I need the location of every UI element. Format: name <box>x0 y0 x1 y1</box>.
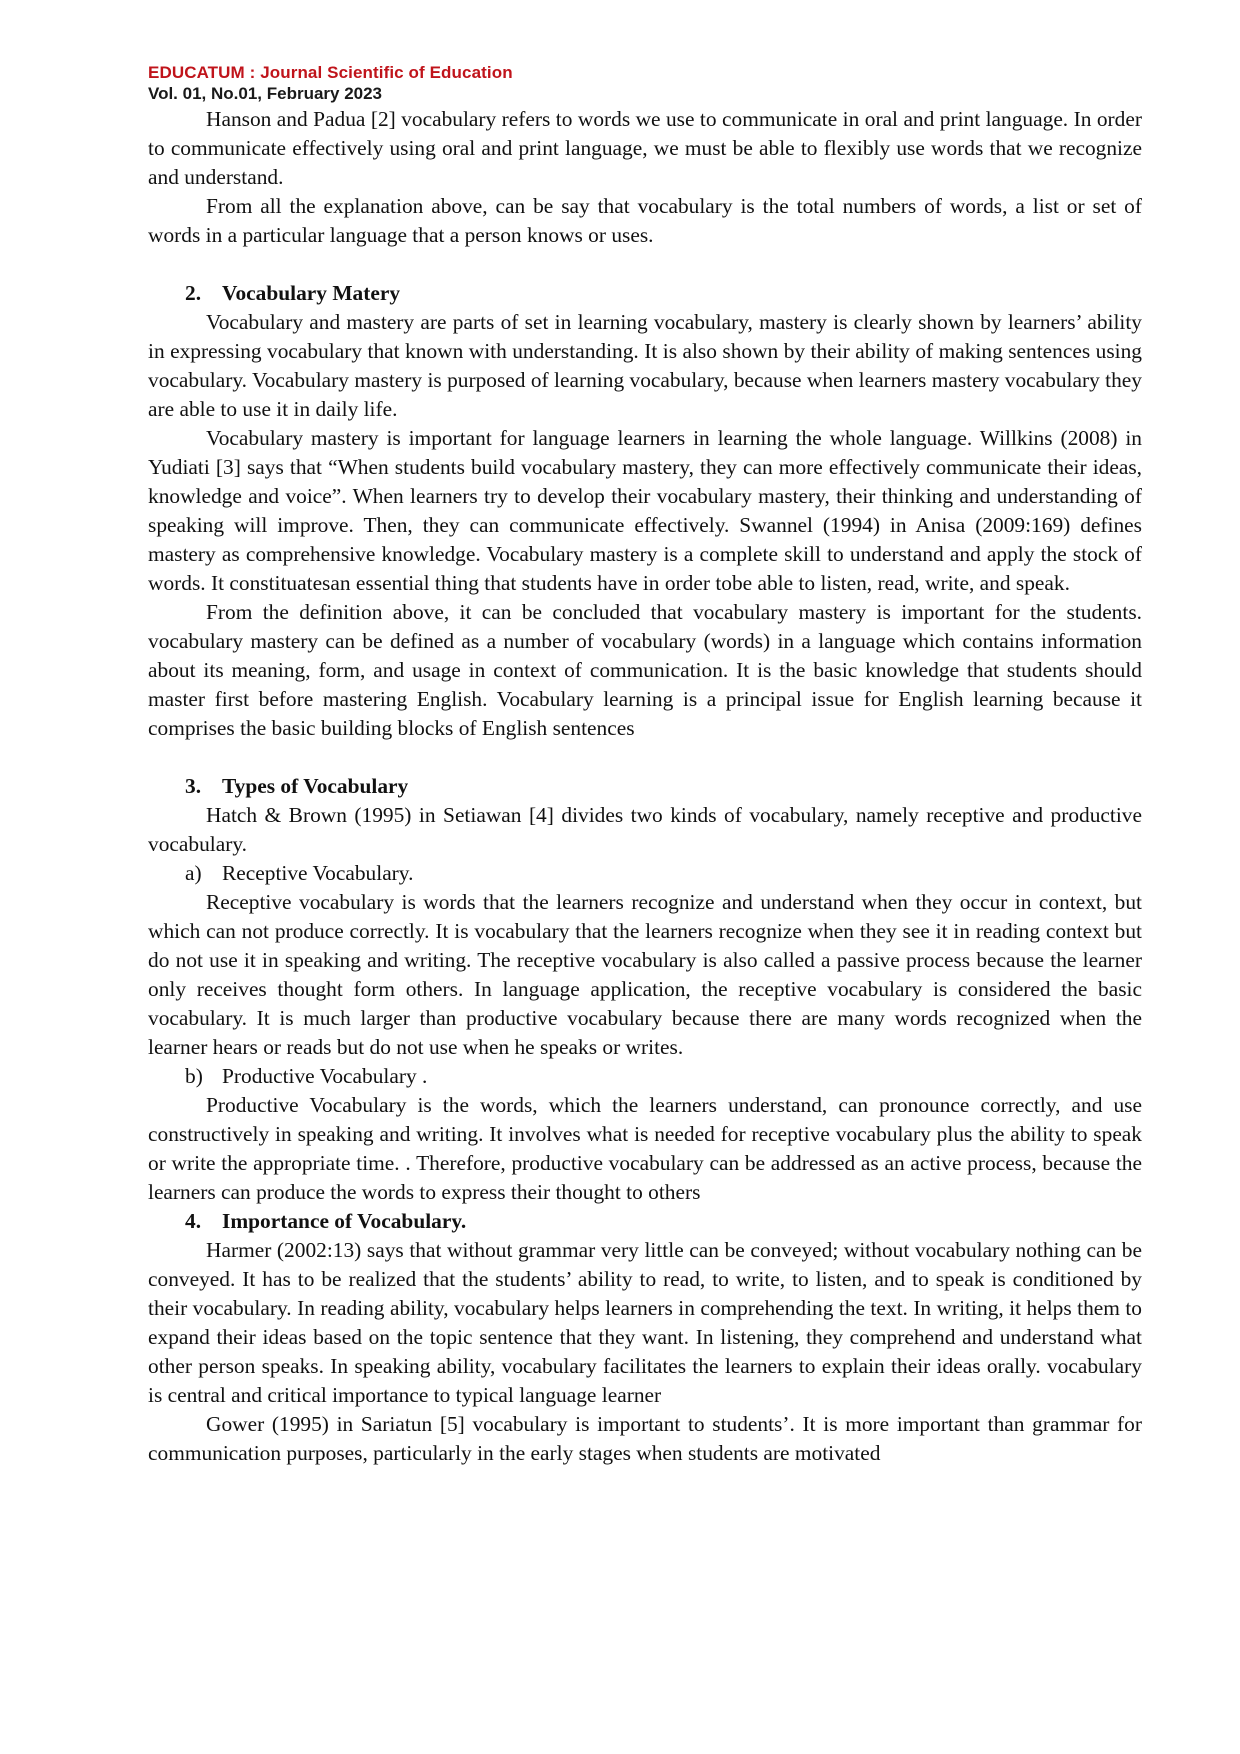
subsection-title: Receptive Vocabulary. <box>222 861 414 885</box>
section-title: Importance of Vocabulary. <box>222 1209 467 1233</box>
subsection-heading-receptive <box>148 859 1142 888</box>
paragraph-productive-vocabulary: Productive Vocabulary is the words, which the learners understand, can pronounce correctly, and use constructively in speaking and writing. It involves what is needed for receptive vocabulary plus the ability to speak or write the appropriate time. . Therefore, productive vocabulary can be addressed as an active process, because the learners can produce the words to express their thought to others <box>148 1093 1142 1204</box>
paragraph-harmer: Harmer (2002:13) says that without grammar very little can be conveyed; without vocabulary nothing can be conveyed. It has to be realized that the students’ ability to read, to write, to listen, and to speak is conditioned by their vocabulary. In reading ability, vocabulary helps learners in comprehending the text. In writing, it helps them to expand their ideas based on the topic sentence that they want. In listening, they comprehend and understand what other person speaks. In speaking ability, vocabulary facilitates the learners to explain their ideas orally. vocabulary is central and critical importance to typical language learner <box>148 1238 1142 1407</box>
paragraph-vocabulary-summary: From all the explanation above, can be say that vocabulary is the total numbers of words, a list or set of words in a particular language that a person knows or uses. <box>148 194 1142 247</box>
article-body <box>148 105 1142 1468</box>
section-spacer <box>148 743 1142 772</box>
subsection-title: Productive Vocabulary . <box>222 1064 428 1088</box>
journal-issue: Vol. 01, No.01, February 2023 <box>148 84 383 103</box>
paragraph-mastery-importance: Vocabulary mastery is important for language learners in learning the whole language. Willkins (2008) in Yudiati [3] says that “When students build vocabulary mastery, they can more effectively communicate their ideas, knowledge and voice”. When learners try to develop their vocabulary mastery, their thinking and understanding of speaking will improve. Then, they can communicate effectively. Swannel (1994) in Anisa (2009:169) defines mastery as comprehensive knowledge. Vocabulary mastery is a complete skill to understand and apply the stock of words. It constituatesan essential thing that students have in order tobe able to listen, read, write, and speak. <box>148 426 1142 595</box>
section-heading-types-of-vocabulary <box>148 772 1142 801</box>
subsection-heading-productive <box>148 1062 1142 1091</box>
section-number: 4. <box>185 1209 202 1233</box>
paragraph-types-intro: Hatch & Brown (1995) in Setiawan [4] divides two kinds of vocabulary, namely receptive and productive vocabulary. <box>148 803 1142 856</box>
paragraph-mastery-conclusion: From the definition above, it can be concluded that vocabulary mastery is important for the students. vocabulary mastery can be defined as a number of vocabulary (words) in a language which contains information about its meaning, form, and usage in context of communication. It is the basic knowledge that students should master first before mastering English. Vocabulary learning is a principal issue for English learning because it comprises the basic building blocks of English sentences <box>148 600 1142 740</box>
section-spacer <box>148 250 1142 279</box>
section-title: Vocabulary Matery <box>222 281 401 305</box>
section-heading-vocabulary-matery <box>148 279 1142 308</box>
paragraph-gower: Gower (1995) in Sariatun [5] vocabulary is important to students’. It is more important than grammar for communication purposes, particularly in the early stages when students are motivated <box>148 1412 1142 1465</box>
journal-title: EDUCATUM : Journal Scientific of Education <box>148 63 513 82</box>
paragraph-hanson-padua: Hanson and Padua [2] vocabulary refers to words we use to communicate in oral and print language. In order to communicate effectively using oral and print language, we must be able to flexibly use words that we recognize and understand. <box>148 107 1142 189</box>
section-number: 2. <box>185 281 202 305</box>
paragraph-receptive-vocabulary: Receptive vocabulary is words that the learners recognize and understand when they occur in context, but which can not produce correctly. It is vocabulary that the learners recognize when they see it in reading context but do not use it in speaking and writing. The receptive vocabulary is also called a passive process because the learner only receives thought form others. In language application, the receptive vocabulary is considered the basic vocabulary. It is much larger than productive vocabulary because there are many words recognized when the learner hears or reads but do not use when he speaks or writes. <box>148 890 1142 1059</box>
section-number: 3. <box>185 774 202 798</box>
section-heading-importance-of-vocabulary <box>148 1207 1142 1236</box>
subsection-marker: b) <box>185 1064 203 1088</box>
paragraph-mastery-definition: Vocabulary and mastery are parts of set in learning vocabulary, mastery is clearly shown by learners’ ability in expressing vocabulary that known with understanding. It is also shown by their ability of making sentences using vocabulary. Vocabulary mastery is purposed of learning vocabulary, because when learners mastery vocabulary they are able to use it in daily life. <box>148 310 1142 421</box>
section-title: Types of Vocabulary <box>222 774 409 798</box>
subsection-marker: a) <box>185 861 202 885</box>
journal-page <box>148 62 1142 1468</box>
